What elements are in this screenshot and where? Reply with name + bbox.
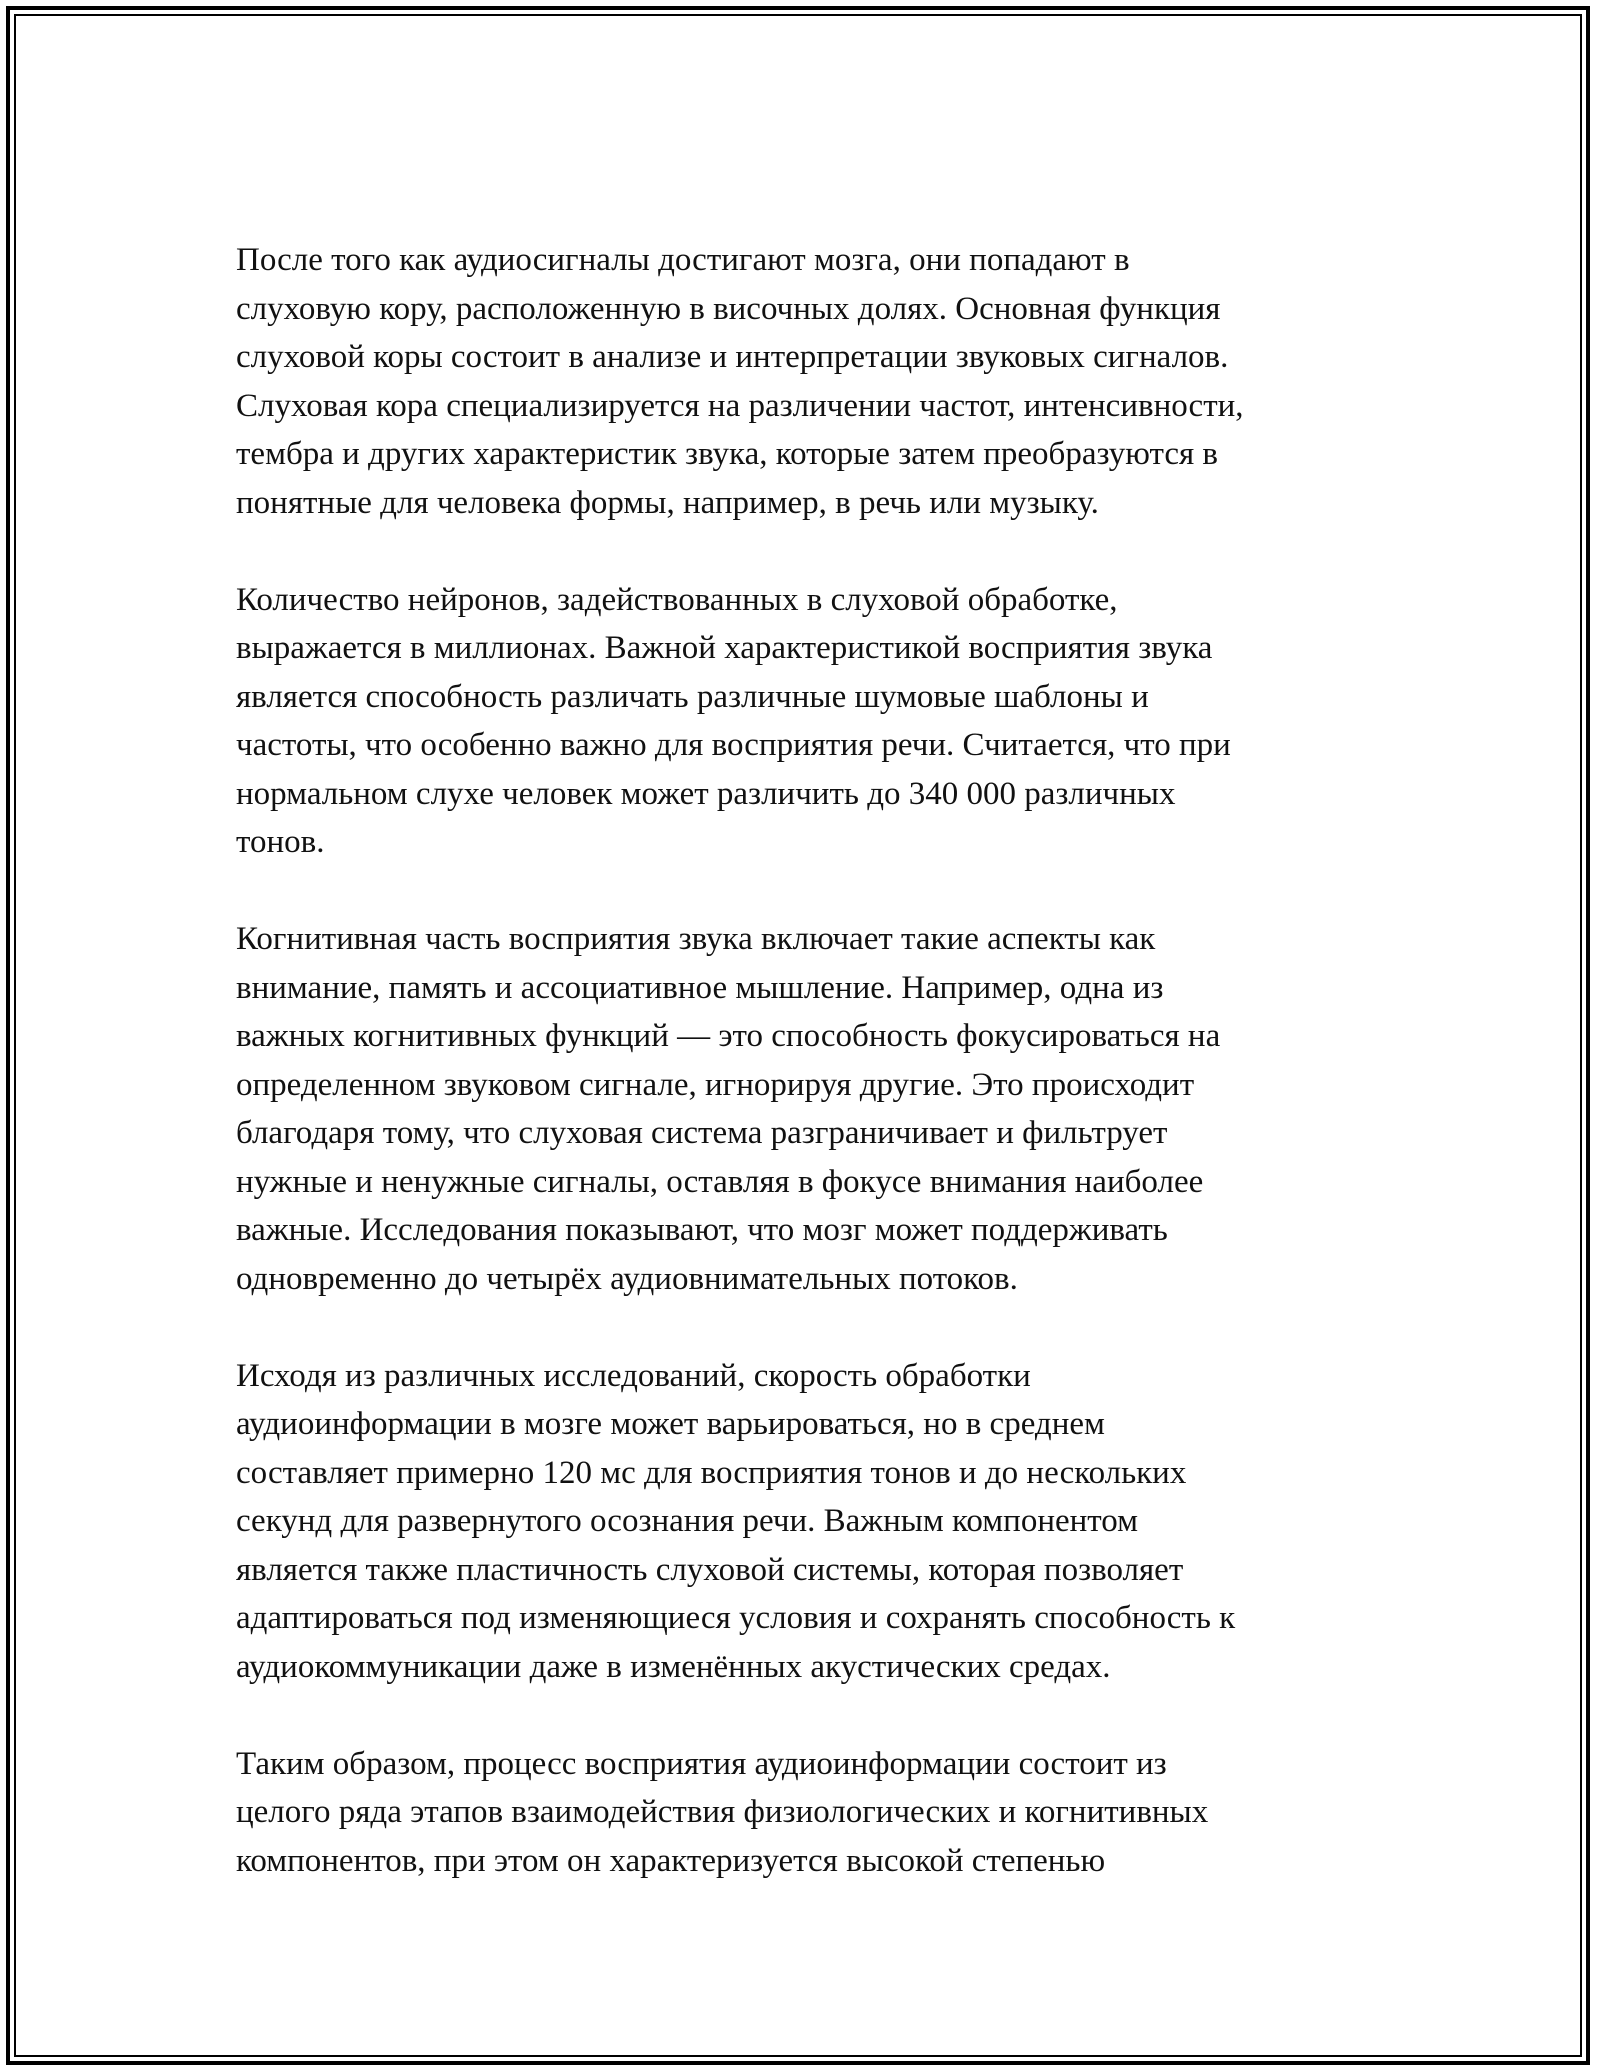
text-line: Таким образом, процесс восприятия аудиоинформации состоит из [236, 1745, 1167, 1782]
text-line: Когнитивная часть восприятия звука включает такие аспекты как [236, 921, 1156, 957]
text-line: важных когнитивных функций — это способность фокусироваться на [236, 1018, 1221, 1054]
text-line: слуховую кору, расположенную в височных долях. Основная функция [236, 290, 1221, 327]
paragraph-5 [236, 1740, 1396, 1886]
text-line: слуховой коры состоит в анализе и интерпретации звуковых сигналов. [236, 339, 1229, 375]
text-line: одновременно до четырёх аудиовнимательных потоков. [236, 1260, 1018, 1297]
text-line: определенном звуковом сигнале, игнорируя другие. Это происходит [236, 1066, 1195, 1103]
text-line: После того как аудиосигналы достигают мозга, они попадают в [236, 242, 1130, 278]
paragraph-4 [236, 1352, 1396, 1692]
text-line: Слуховая кора специализируется на различении частот, интенсивности, [236, 387, 1244, 424]
text-line: нормальном слухе человек может различить до 340 000 различных [236, 775, 1176, 812]
text-line: тонов. [236, 824, 325, 860]
paragraph-2 [236, 576, 1396, 867]
text-line: секунд для развернутого осознания речи. Важным компонентом [236, 1503, 1139, 1539]
text-line: понятные для человека формы, например, в речь или музыку. [236, 484, 1099, 521]
text-line: Исходя из различных исследований, скорость обработки [236, 1357, 1031, 1394]
text-line: важные. Исследования показывают, что мозг может поддерживать [236, 1212, 1168, 1248]
text-line: является также пластичность слуховой системы, которая позволяет [236, 1551, 1184, 1588]
text-line: Количество нейронов, задействованных в слуховой обработке, [236, 581, 1118, 618]
text-line: тембра и других характеристик звука, которые затем преобразуются в [236, 436, 1219, 472]
text-line: составляет примерно 120 мс для восприятия тонов и до нескольких [236, 1454, 1187, 1491]
text-line: компонентов, при этом он характеризуется высокой степенью [236, 1842, 1106, 1879]
text-line: внимание, память и ассоциативное мышление. Например, одна из [236, 969, 1164, 1006]
text-line: частоты, что особенно важно для восприятия речи. Считается, что при [236, 727, 1231, 763]
paragraph-1 [236, 236, 1396, 527]
text-line: адаптироваться под изменяющиеся условия и сохранять способность к [236, 1600, 1236, 1636]
text-line: нужные и ненужные сигналы, оставляя в фокусе внимания наиболее [236, 1163, 1204, 1200]
text-line: выражается в миллионах. Важной характеристикой восприятия звука [236, 630, 1213, 666]
text-line: является способность различать различные шумовые шаблоны и [236, 678, 1149, 715]
text-line: благодаря тому, что слуховая система разграничивает и фильтрует [236, 1115, 1168, 1151]
text-line: целого ряда этапов взаимодействия физиологических и когнитивных [236, 1794, 1209, 1830]
text-line: аудиокоммуникации даже в изменённых акустических средах. [236, 1648, 1111, 1685]
text-line: аудиоинформации в мозге может варьироваться, но в среднем [236, 1406, 1105, 1442]
paragraph-3 [236, 915, 1396, 1303]
document-body [236, 236, 1396, 1934]
